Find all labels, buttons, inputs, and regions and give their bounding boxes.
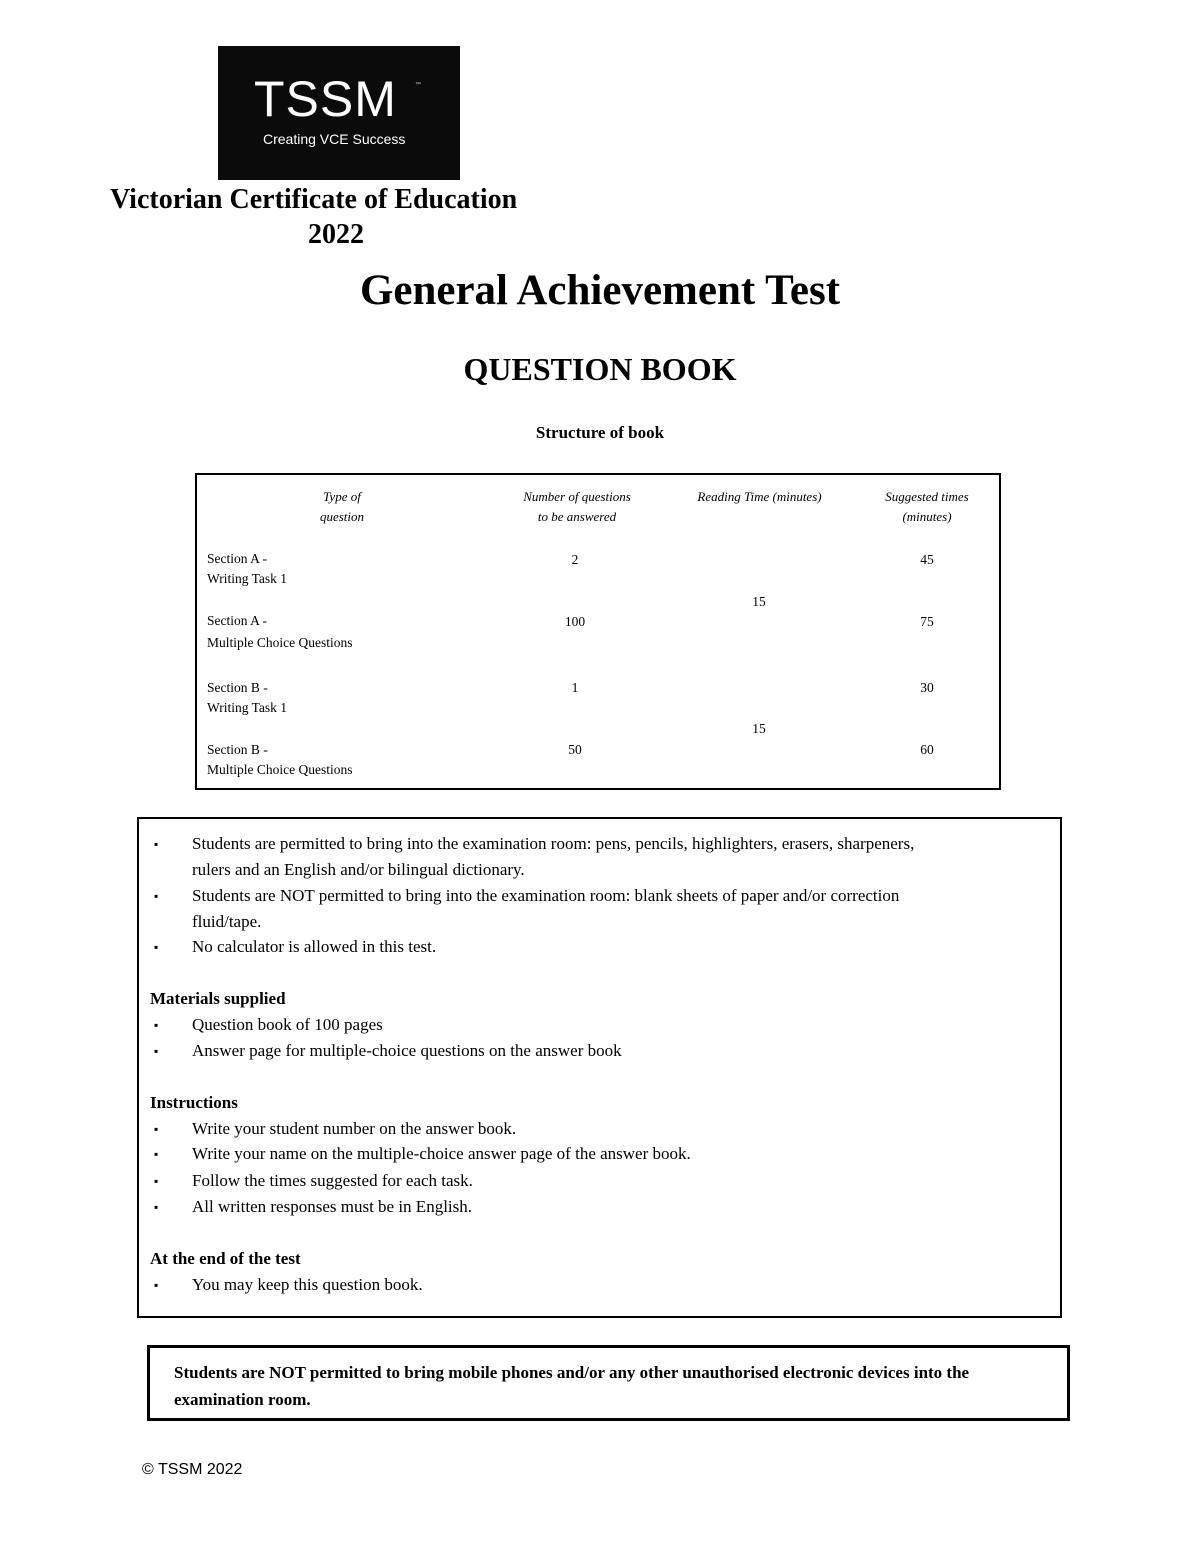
row-section: Section A - — [207, 551, 267, 566]
header-type — [292, 487, 392, 527]
header-type-line-2: question — [319, 509, 365, 524]
header-suggested-line-2: (minutes) — [902, 509, 952, 524]
header-suggested-line-1: Suggested times — [885, 489, 969, 504]
header-number-line-1: Number of questions — [523, 489, 631, 504]
bullet-icon: ▪ — [154, 1200, 159, 1214]
instructions-box — [137, 817, 1062, 1318]
header-number — [497, 487, 657, 527]
bullet-icon: ▪ — [154, 1044, 159, 1058]
row-number: 1 — [571, 680, 579, 695]
mobile-phone-warning — [147, 1345, 1070, 1421]
list-item-line: fluid/tape. — [192, 912, 262, 931]
bullet-icon: ▪ — [154, 1174, 159, 1188]
row-number: 2 — [571, 552, 579, 567]
row-section: Section A - — [207, 613, 267, 628]
list-item-text: You may keep this question book. — [192, 1275, 423, 1294]
row-task: Multiple Choice Questions — [207, 762, 353, 777]
logo-trademark: ™ — [415, 82, 421, 88]
bullet-icon: ▪ — [154, 1122, 159, 1136]
bullet-icon: ▪ — [154, 940, 159, 954]
bullet-icon: ▪ — [154, 1147, 159, 1161]
list-item-text: Answer page for multiple-choice questions on the answer book — [192, 1041, 622, 1060]
table-row — [207, 549, 287, 589]
header-reading-time: Reading Time (minutes) — [697, 489, 822, 504]
header-type-line-1: Type of — [323, 489, 361, 504]
row-suggested: 45 — [920, 552, 934, 567]
reading-time-value: 15 — [752, 721, 766, 736]
row-task: Writing Task 1 — [207, 571, 288, 586]
tssm-logo — [218, 46, 460, 180]
row-task: Multiple Choice Questions — [207, 635, 353, 650]
end-of-test-heading: At the end of the test — [150, 1249, 301, 1268]
row-number: 50 — [568, 742, 582, 757]
logo-tagline: Creating VCE Success — [263, 131, 406, 147]
logo-wordmark: TSSM — [254, 71, 397, 127]
page-title: General Achievement Test — [359, 267, 841, 314]
row-suggested: 75 — [920, 614, 934, 629]
row-section: Section B - — [207, 680, 268, 695]
page-subtitle: QUESTION BOOK — [463, 351, 737, 387]
instructions-heading: Instructions — [150, 1093, 238, 1112]
list-item-line: Students are NOT permitted to bring into the examination room: blank sheets of paper and/or correction — [192, 886, 900, 905]
list-item-text: All written responses must be in English. — [192, 1197, 473, 1216]
list-item-text: Write your student number on the answer book. — [192, 1119, 517, 1138]
row-section: Section B - — [207, 742, 268, 757]
list-item-text: Write your name on the multiple-choice answer page of the answer book. — [192, 1144, 691, 1163]
row-suggested: 60 — [920, 742, 934, 757]
row-suggested: 30 — [920, 680, 934, 695]
certificate-heading: Victorian Certificate of Education — [110, 184, 518, 215]
header-number-line-2: to be answered — [537, 509, 617, 524]
structure-table — [195, 473, 1001, 790]
row-number: 100 — [564, 614, 586, 629]
reading-time-value: 15 — [752, 594, 766, 609]
materials-heading: Materials supplied — [150, 989, 286, 1008]
bullet-icon: ▪ — [154, 1278, 159, 1292]
warning-text: Students are NOT permitted to bring mobile phones and/or any other unauthorised electronic devices into the examination room. — [174, 1363, 970, 1409]
list-item-line: Students are permitted to bring into the examination room: pens, pencils, highlighters, erasers, sharpeners, — [192, 834, 915, 853]
year-heading: 2022 — [308, 219, 364, 250]
list-item-text: Question book of 100 pages — [192, 1015, 383, 1034]
bullet-icon: ▪ — [154, 1018, 159, 1032]
bullet-icon: ▪ — [154, 889, 159, 903]
structure-heading: Structure of book — [535, 423, 665, 442]
bullet-icon: ▪ — [154, 837, 159, 851]
list-item-text: Follow the times suggested for each task. — [192, 1171, 473, 1190]
list-item-text: No calculator is allowed in this test. — [192, 937, 437, 956]
list-item-line: rulers and an English and/or bilingual dictionary. — [192, 860, 525, 879]
table-row — [207, 610, 353, 654]
header-suggested — [862, 487, 992, 527]
table-row — [207, 740, 353, 780]
row-task: Writing Task 1 — [207, 700, 288, 715]
copyright-footer: © TSSM 2022 — [142, 1461, 243, 1478]
table-row — [207, 678, 287, 718]
